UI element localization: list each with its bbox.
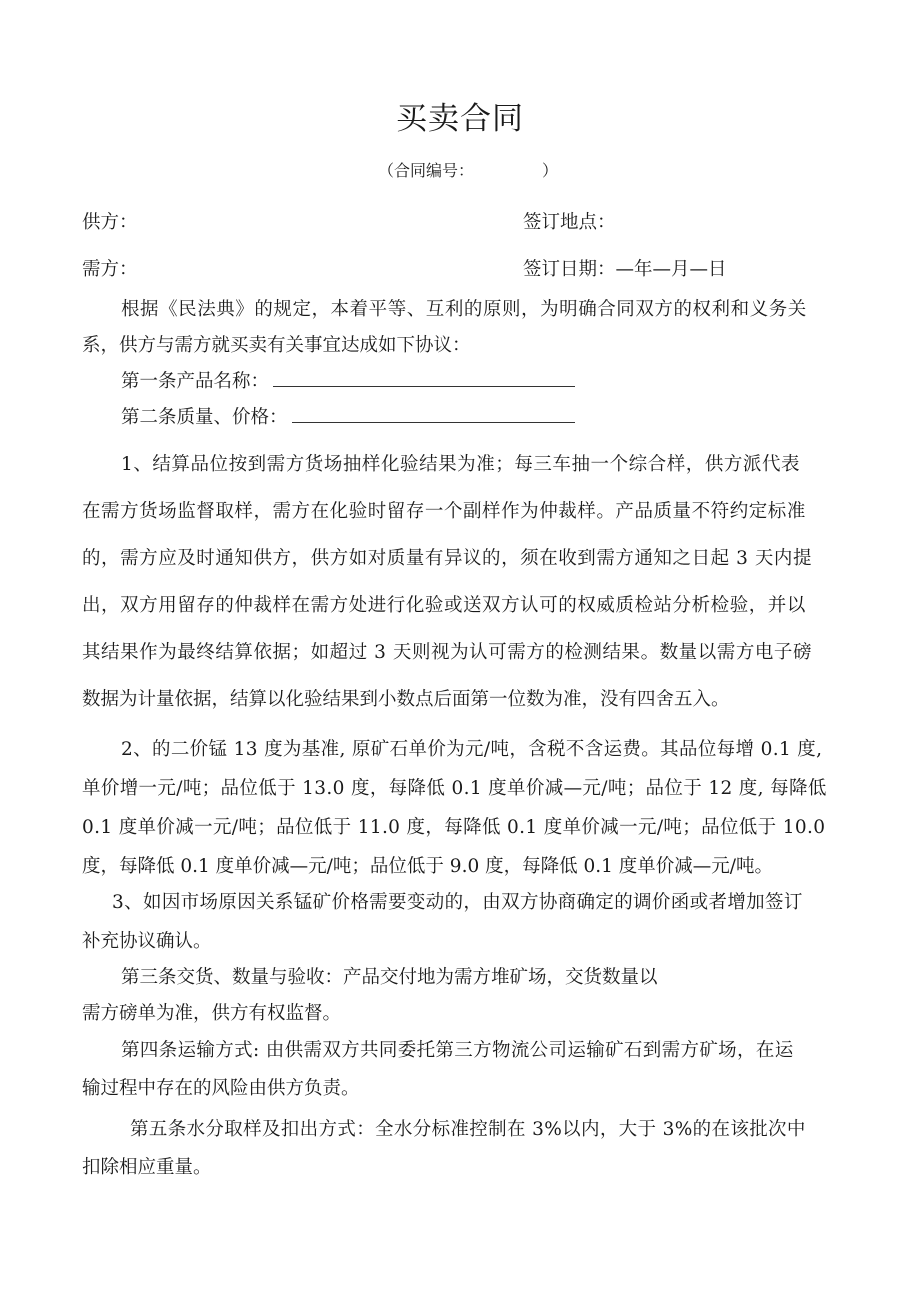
clause-3-line: 3、如因市场原因关系锰矿价格需要变动的，由双方协商确定的调价函或者增加签订: [112, 892, 803, 913]
signing-date-label: 签订日期：—年—月—日: [523, 259, 727, 280]
clause-1-line: 其结果作为最终结算依据；如超过 3 天则视为认可需方的检测结果。数量以需方电子磅: [82, 642, 813, 663]
article-5-line: 扣除相应重量。: [82, 1157, 212, 1178]
article-3-line: 第三条交货、数量与验收：产品交付地为需方堆矿场，交货数量以: [121, 967, 658, 988]
article-3-line: 需方磅单为准，供方有权监督。: [82, 1003, 342, 1024]
clause-2-line: 0.1 度单价减一元/吨；品位低于 11.0 度，每降低 0.1 度单价减一元/吨；品位低于 10.0: [82, 817, 826, 838]
clause-2-line: 单价增一元/吨；品位低于 13.0 度，每降低 0.1 度单价减—元/吨；品位于 12 度, 每降低: [82, 778, 827, 799]
supplier-label: 供方：: [82, 212, 138, 233]
clause-1-line: 出，双方用留存的仲裁样在需方处进行化验或送双方认可的权威质检站分析检验，并以: [82, 595, 806, 616]
clause-1-line: 在需方货场监督取样，需方在化验时留存一个副样作为仲裁样。产品质量不符约定标准: [82, 501, 806, 522]
article-2-label: 第二条质量、价格：: [121, 407, 288, 428]
buyer-label: 需方：: [82, 259, 138, 280]
article-1-product-name: [121, 367, 575, 393]
clause-1-line: 1、结算品位按到需方货场抽样化验结果为准；每三车抽一个综合样，供方派代表: [121, 454, 801, 475]
article-2-quality-price: [121, 403, 575, 429]
product-name-blank: [273, 368, 575, 387]
signing-place-label: 签订地点：: [523, 212, 616, 233]
clause-3-line: 补充协议确认。: [82, 931, 212, 952]
intro-line: 系，供方与需方就买卖有关事宜达成如下协议：: [82, 335, 471, 356]
clause-1-line: 的，需方应及时通知供方，供方如对质量有异议的，须在收到需方通知之日起 3 天内提: [82, 548, 813, 569]
contract-number: [378, 158, 558, 181]
contract-number-label: （合同编号：: [378, 161, 467, 180]
article-1-label: 第一条产品名称：: [121, 371, 270, 392]
article-4-line: 第四条运输方式: 由供需双方共同委托第三方物流公司运输矿石到需方矿场，在运: [121, 1040, 794, 1061]
clause-2-line: 2、的二价锰 13 度为基准, 原矿石单价为元/吨，含税不含运费。其品位每增 0.1 度,: [121, 739, 823, 760]
intro-line: 根据《民法典》的规定，本着平等、互利的原则，为明确合同双方的权利和义务关: [121, 299, 807, 320]
clause-1-line: 数据为计量依据，结算以化验结果到小数点后面第一位数为准，没有四舍五入。: [82, 689, 730, 710]
article-5-line: 第五条水分取样及扣出方式：全水分标准控制在 3%以内，大于 3%的在该批次中: [130, 1119, 806, 1140]
contract-number-close: ）: [542, 161, 559, 180]
document-title: 买卖合同: [396, 101, 524, 137]
quality-price-blank: [292, 404, 575, 423]
article-4-line: 输过程中存在的风险由供方负责。: [82, 1078, 360, 1099]
clause-2-line: 度，每降低 0.1 度单价减—元/吨；品位低于 9.0 度，每降低 0.1 度单价减—元/吨。: [82, 856, 774, 877]
